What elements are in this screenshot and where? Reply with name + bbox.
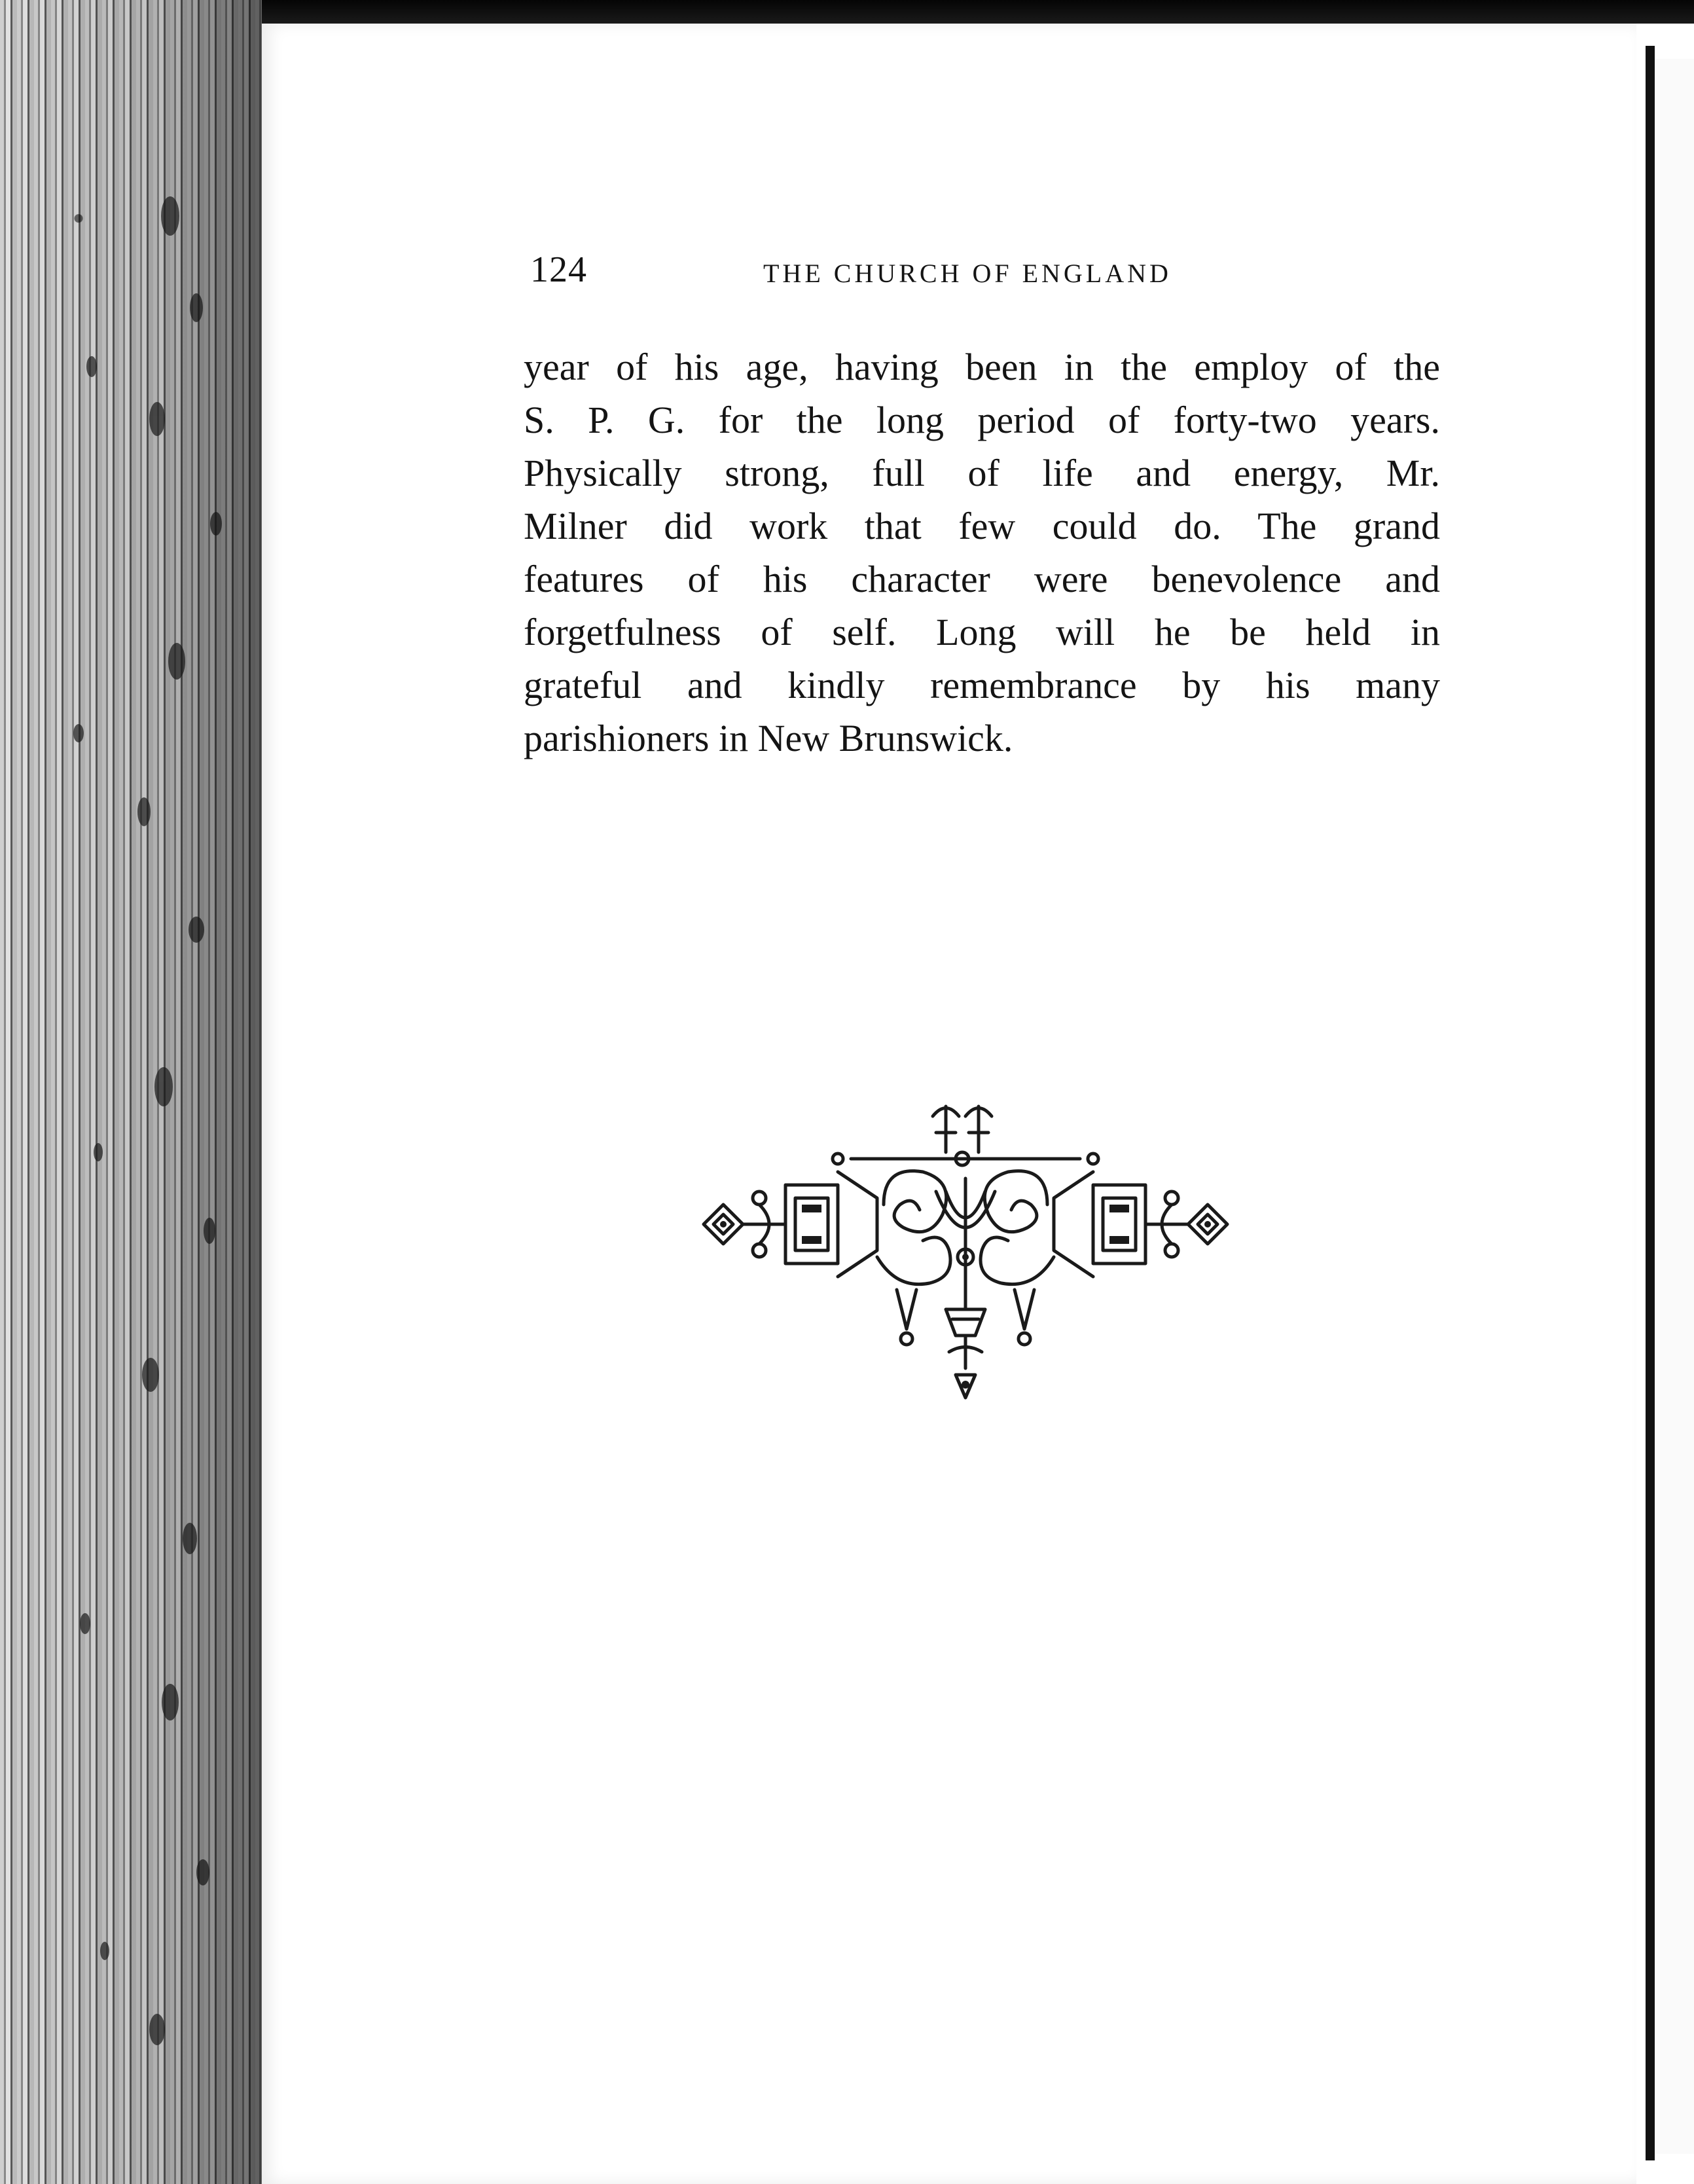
page-edge-shadow <box>0 0 262 2184</box>
floral-tailpiece-ornament-icon <box>687 1093 1244 1408</box>
next-page-edge-line <box>1646 46 1655 2160</box>
running-head <box>530 249 1257 301</box>
running-head-title: THE CHURCH OF ENGLAND <box>763 259 1172 288</box>
body-paragraph <box>524 340 1440 765</box>
body-line: S. P. G. for the long period of forty-two years. <box>524 399 1440 441</box>
body-line: year of his age, having been in the employ of the <box>524 346 1440 388</box>
body-line: parishioners in New Brunswick. <box>524 717 1013 759</box>
body-line: forgetfulness of self. Long will he be held in <box>524 611 1440 653</box>
body-line: features of his character were benevolence and <box>524 558 1440 600</box>
body-line: Physically strong, full of life and energy, Mr. <box>524 452 1440 494</box>
page-number: 124 <box>530 249 587 290</box>
body-line: grateful and kindly remembrance by his many <box>524 664 1440 706</box>
next-page-strip <box>1655 59 1694 2154</box>
body-line: Milner did work that few could do. The grand <box>524 505 1440 547</box>
